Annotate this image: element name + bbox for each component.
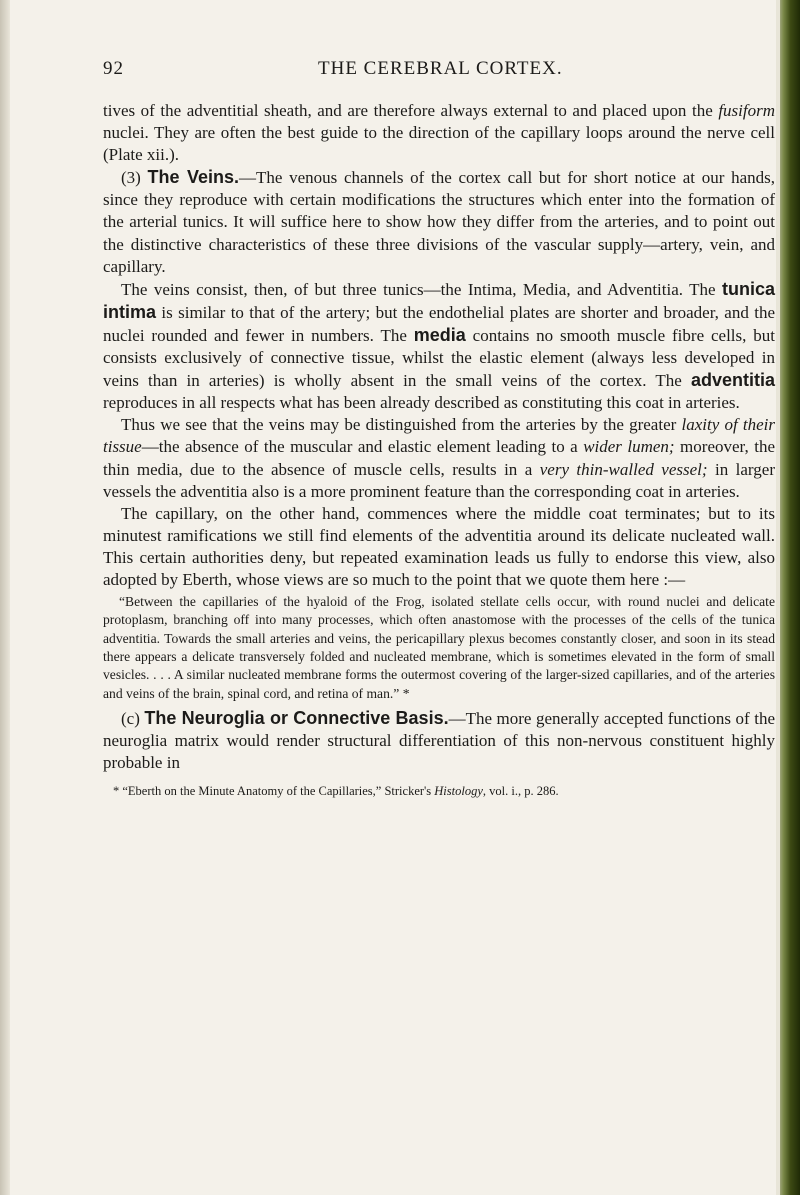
term-adventitia: adventitia [690, 370, 775, 391]
body-text [103, 100, 775, 774]
section-heading-veins: The Veins. [147, 167, 240, 188]
running-header [103, 58, 775, 88]
paragraph-veins: (3) The Veins.—The venous channels of the cortex call but for short notice at our hands, since they reproduce with certain modifications the structures which enter into the formation of the arterial tunics. It will suffice here to show how they differ from the arteries, and to point out the distinctive characteristics of these three divisions of the vascular supply—artery, vein, and capillary. [103, 167, 775, 276]
paragraph-neuroglia: (c) The Neuroglia or Connective Basis.—The more generally accepted functions of the neuroglia matrix would render structural differentiation of this non-nervous constituent highly probable in [103, 707, 775, 773]
page-content [103, 58, 775, 800]
section-heading-neuroglia: The Neuroglia or Connective Basis. [144, 707, 449, 728]
book-edge-binding [776, 0, 800, 1195]
italic-term: fusiform [718, 101, 775, 120]
page-gutter-edge [0, 0, 10, 1195]
running-title: THE CEREBRAL CORTEX. [318, 58, 563, 79]
term-tunica-intima: tunica intima [103, 278, 775, 322]
page-number: 92 [103, 58, 124, 79]
paragraph-distinguished: Thus we see that the veins may be distinguished from the arteries by the greater laxity of their tissue—the absence of the muscular and elastic element leading to a wider lumen; moreover, the thin media, due to the absence of muscle cells, results in a very thin-walled vessel; in larger vessels the adventitia also is a more prominent feature than the corresponding coat in arteries. [103, 415, 775, 501]
footnote: * “Eberth on the Minute Anatomy of the Capillaries,” Stricker's Histology, vol. i., p. 286. [113, 784, 559, 799]
term-media: media [413, 324, 466, 345]
paragraph-tunics: The veins consist, then, of but three tunics—the Intima, Media, and Adventitia. The tunica intima is similar to that of the artery; but the endothelial plates are shorter and broader, and the nuclei rounded and fewer in numbers. The media contains no smooth muscle fibre cells, but consists exclusively of connective tissue, whilst the elastic element (always less developed in veins than in arteries) is wholly absent in the small veins of the cortex. The adventitia reproduces in all respects what has been already described as constituting this coat in arteries. [103, 278, 775, 413]
block-quote: “Between the capillaries of the hyaloid of the Frog, isolated stellate cells occur, with round nuclei and delicate protoplasm, branching off into many processes, which often anastomose with the processes of the cells of the tunica adventitia. Towards the small arteries and veins, the pericapillary plexus becomes constantly closer, and soon in its stead there appears a delicate transversely folded and nucleated membrane, which is sometimes elevated in the form of small vesicles. . . . A similar nucleated membrane forms the outermost covering of the larger-sized capillaries, and of the arteries and veins of the brain, spinal cord, and retina of man.” * [103, 594, 775, 701]
paragraph-capillary: The capillary, on the other hand, commences where the middle coat terminates; but to its minutest ramifications we still find elements of the adventitia around its delicate nucleated wall. This certain authorities deny, but repeated examination leads us fully to endorse this view, also adopted by Eberth, whose views are so much to the point that we quote them here :— [103, 503, 775, 589]
paragraph-1: tives of the adventitial sheath, and are therefore always external to and placed upon the fusiform nuclei. They are often the best guide to the direction of the capillary loops around the nerve cell (Plate xii.). [103, 101, 775, 165]
